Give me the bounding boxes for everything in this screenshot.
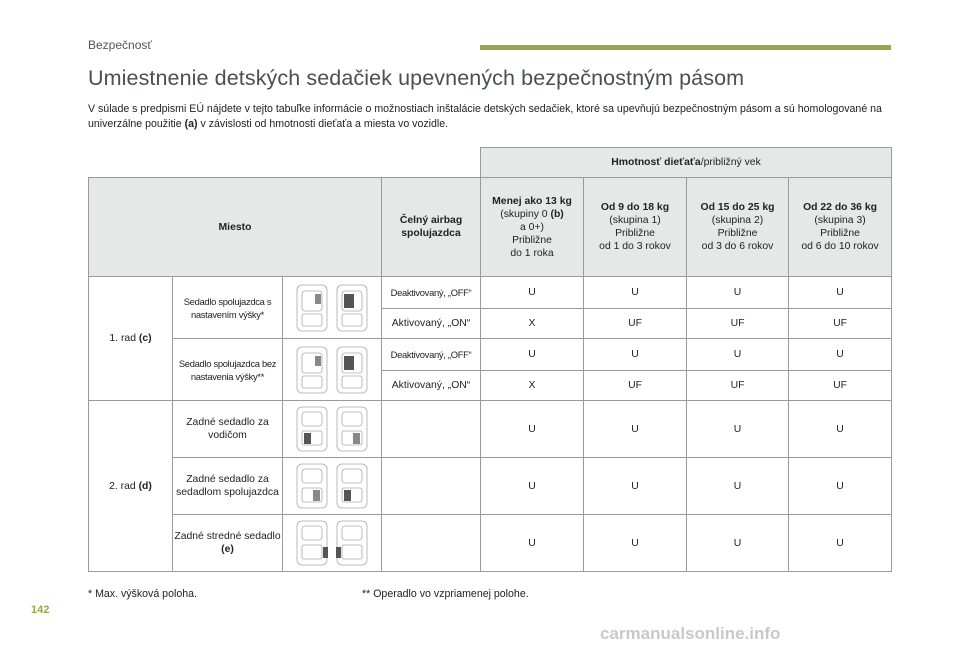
cell-value: U [481,339,584,371]
cell-value: U [481,401,584,458]
seat-layout-icon [283,401,382,458]
watermark: carmanualsonline.info [600,624,781,643]
seat-name: Sedadlo spolujazdca bez nastavenia výšky** [173,339,283,401]
cell-value: U [687,401,789,458]
intro-paragraph [88,102,888,131]
cell-value: U [584,401,687,458]
airbag-on-label: Aktivovaný, „ON“ [382,371,481,401]
cell-value: U [481,277,584,309]
cell-value: U [789,401,892,458]
seat-layout-icon [283,277,382,339]
section-accent-bar [480,45,891,50]
seat-layout-icon [287,282,377,334]
airbag-on-label: Aktivovaný, „ON“ [382,309,481,339]
seat-layout-icon [287,462,377,510]
seat-layout-icon [283,458,382,515]
place-header: Miesto [89,178,382,277]
seat-layout-icon [287,519,377,567]
intro-ref: (a) [184,117,198,130]
cell-value: UF [789,371,892,401]
cell-value: U [481,515,584,572]
footnote-max-height: * Max. výšková poloha. [88,588,197,600]
seat-name: Zadné stredné sedadlo (e) [173,515,283,572]
cell-value: U [789,339,892,371]
group-0-header: Menej ako 13 kg (skupiny 0 (b) a 0+) Približne do 1 roka [481,178,584,277]
cell-value: U [584,339,687,371]
seat-layout-icon [283,515,382,572]
group-3-header: Od 22 do 36 kg (skupina 3) Približne od 6 do 10 rokov [789,178,892,277]
cell-value: UF [687,371,789,401]
section-title: Bezpečnosť [88,38,152,52]
cell-value: UF [584,309,687,339]
seat-name: Sedadlo spolujazdca s nastavením výšky* [173,277,283,339]
cell-value: UF [789,309,892,339]
cell-value: U [584,515,687,572]
page-title: Umiestnenie detských sedačiek upevnených bezpečnostným pásom [88,66,745,90]
intro-text-end: v závislosti od hmotnosti dieťaťa a miesta vo vozidle. [197,117,449,130]
cell-value: U [584,277,687,309]
cell-value: U [687,277,789,309]
intro-text: V súlade s predpismi EÚ nájdete v tejto tabuľke informácie o možnostiach inštalácie detských sedačiek, ktoré sa upevňujú bezpečnostným pásom a sú homologované na univerzálne použitie [88,103,882,130]
cell-value: X [481,371,584,401]
cell-value: U [687,339,789,371]
row-1-label: 1. rad (c) [89,277,173,401]
seat-layout-icon [287,344,377,396]
cell-value: U [481,458,584,515]
group-2-header: Od 15 do 25 kg (skupina 2) Približne od 3 do 6 rokov [687,178,789,277]
child-seat-table [88,147,892,572]
weight-header: Hmotnosť dieťaťa/približný vek [481,148,892,178]
seat-name: Zadné sedadlo za sedadlom spolujazdca [173,458,283,515]
cell-value: UF [687,309,789,339]
cell-value: U [789,515,892,572]
page-number: 142 [31,604,50,616]
seat-layout-icon [287,405,377,453]
cell-value: U [584,458,687,515]
cell-value: U [789,277,892,309]
seat-name: Zadné sedadlo za vodičom [173,401,283,458]
cell-value: U [687,458,789,515]
cell-value: U [789,458,892,515]
airbag-off-label: Deaktivovaný, „OFF“ [382,339,481,371]
group-1-header: Od 9 do 18 kg (skupina 1) Približne od 1 do 3 rokov [584,178,687,277]
footnote-upright: ** Operadlo vo vzpriamenej polohe. [362,588,529,600]
seat-layout-icon [283,339,382,401]
airbag-header: Čelný airbag spolujazdca [382,178,481,277]
cell-value: X [481,309,584,339]
row-2-label: 2. rad (d) [89,401,173,572]
cell-value: U [687,515,789,572]
airbag-off-label: Deaktivovaný, „OFF“ [382,277,481,309]
cell-value: UF [584,371,687,401]
